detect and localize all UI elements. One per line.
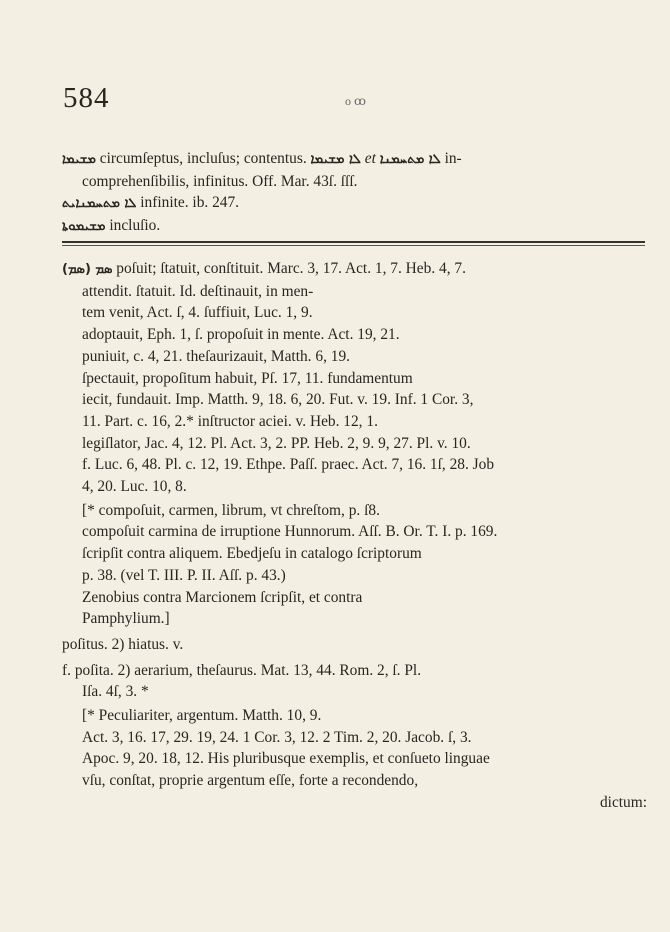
signature-mark: o ꝏ: [345, 94, 366, 108]
note-line: [* compoſuit, carmen, librum, vt chreſtom, p. ſ8.: [82, 501, 380, 519]
entry-line: ܡܫܝܡܘܬܐ incluſio.: [62, 217, 161, 235]
section-divider: [62, 241, 645, 243]
note-line: Pamphylium.]: [82, 610, 170, 628]
note-line: [* Peculiariter, argentum. Matth. 10, 9.: [82, 707, 322, 725]
entry-line: comprehenſibilis, infinitus. Off. Mar. 43ſ. ſſſ.: [82, 172, 358, 190]
syriac-word: ܠܐ ܡܬܚܡܢܐܝܬ: [62, 196, 137, 212]
syriac-word: ܡܫܝܡܘܬܐ: [62, 219, 106, 235]
note-line: compoſuit carmina de irruptione Hunnorum. Aſſ. B. Or. T. I. p. 169.: [82, 523, 498, 541]
main-entry: (ܣܡ) ܣܡ poſuit; ſtatuit, conſtituit. Marc. 3, 17. Act. 1, 7. Heb. 4, 7. attendit. ſtatuit. Id. deſtinauit, in men- tem venit, Act. ſ, 4. ſuffiuit, Luc. 1, 9. adoptauit, Eph. 1, ſ. propoſuit in mente. Act. 19, 21. puniuit, c. 4, 21. theſaurizauit, Matth. 6, 19. ſpectauit, propoſitum habuit, Pſ. 17, 11. fundamentum iecit, fundauit. Imp. Matth. 9, 18. 6, 20. Fut. v. 19. Inf. 1 Cor. 3, 11. Part. c. 16, 2.* inſtructor aciei. v. Heb. 12, 1. legiſlator, Jac. 4, 12. Pl. Act. 3, 2. PP. Heb. 2, 9. 9, 27. Pl. v. 10. f. Luc. 6, 48. Pl. c. 12, 19. Ethpe. Paſſ. praec. Act. 7, 16. 1ſ, 28. Job 4, 20. Luc. 10, 8. [* compoſuit, carmen, librum, vt chreſtom, p. ſ8. compoſuit carmina de irruptione Hunnorum. Aſſ. B. Or. T. I. p. 169. ſcripſit contra aliquem. Ebedjeſu in catalogo ſcriptorum p. 38. (vel T. III. P. II. Aſſ. p. 43.) Zenobius contra Marcionem ſcripſit, et contra Pamphylium.] poſitus. 2) hiatus. v. f. poſita. 2) aerarium, theſaurus. Mat. 13, 44. Rom. 2, ſ. Pl. Iſa. 4ſ, 3. * [* Peculiariter, argentum. Matth. 10, 9. Act. 3, 16. 17, 29. 19, 24. 1 Cor. 3, 12. 2 Tim. 2, 20. Jacob. ſ, 3. Apoc. 9, 20. 18, 12. His pluribusque exemplis, et conſueto linguae vſu, conſtat, proprie argentum eſſe, forte a recondendo, dictum:: [62, 258, 647, 814]
syriac-headword: (ܣܡ) ܣܡ: [62, 262, 113, 277]
entry-head: (ܣܡ) ܣܡ poſuit; ſtatuit, conſtituit. Marc. 3, 17. Act. 1, 7. Heb. 4, 7.: [62, 260, 466, 277]
note-line: vſu, conſtat, proprie argentum eſſe, forte a recondendo,: [82, 772, 419, 790]
entry-line: ܡܫܝܡܐ circumſeptus, incluſus; contentus. ܠܐ ܡܫܝܡܐ et ܠܐ ܡܬܚܡܢܐ in-: [62, 150, 462, 167]
note-line: Act. 3, 16. 17, 29. 19, 24. 1 Cor. 3, 12. 2 Tim. 2, 20. Jacob. ſ, 3.: [82, 728, 472, 746]
section-divider-thin: [62, 245, 645, 246]
note-line: Zenobius contra Marcionem ſcripſit, et contra: [82, 588, 363, 606]
entry-line: ܠܐ ܡܬܚܡܢܐܝܬ infinite. ib. 247.: [62, 194, 240, 212]
page-number: 584: [63, 82, 110, 114]
note-line: ſcripſit contra aliquem. Ebedjeſu in catalogo ſcriptorum: [82, 545, 422, 563]
syriac-word: ܡܫܝܡܐ: [62, 152, 96, 167]
catchword: dictum:: [599, 793, 647, 811]
entry-line: f. poſita. 2) aerarium, theſaurus. Mat. 13, 44. Rom. 2, ſ. Pl.: [62, 661, 422, 679]
entry-line: Iſa. 4ſ, 3. *: [82, 683, 149, 701]
entry-line: poſitus. 2) hiatus. v.: [62, 635, 184, 653]
top-entries: [62, 148, 647, 238]
note-line: Apoc. 9, 20. 18, 12. His pluribusque exemplis, et conſueto linguae: [82, 750, 490, 768]
note-line: p. 38. (vel T. III. P. II. Aſſ. p. 43.): [82, 566, 286, 584]
